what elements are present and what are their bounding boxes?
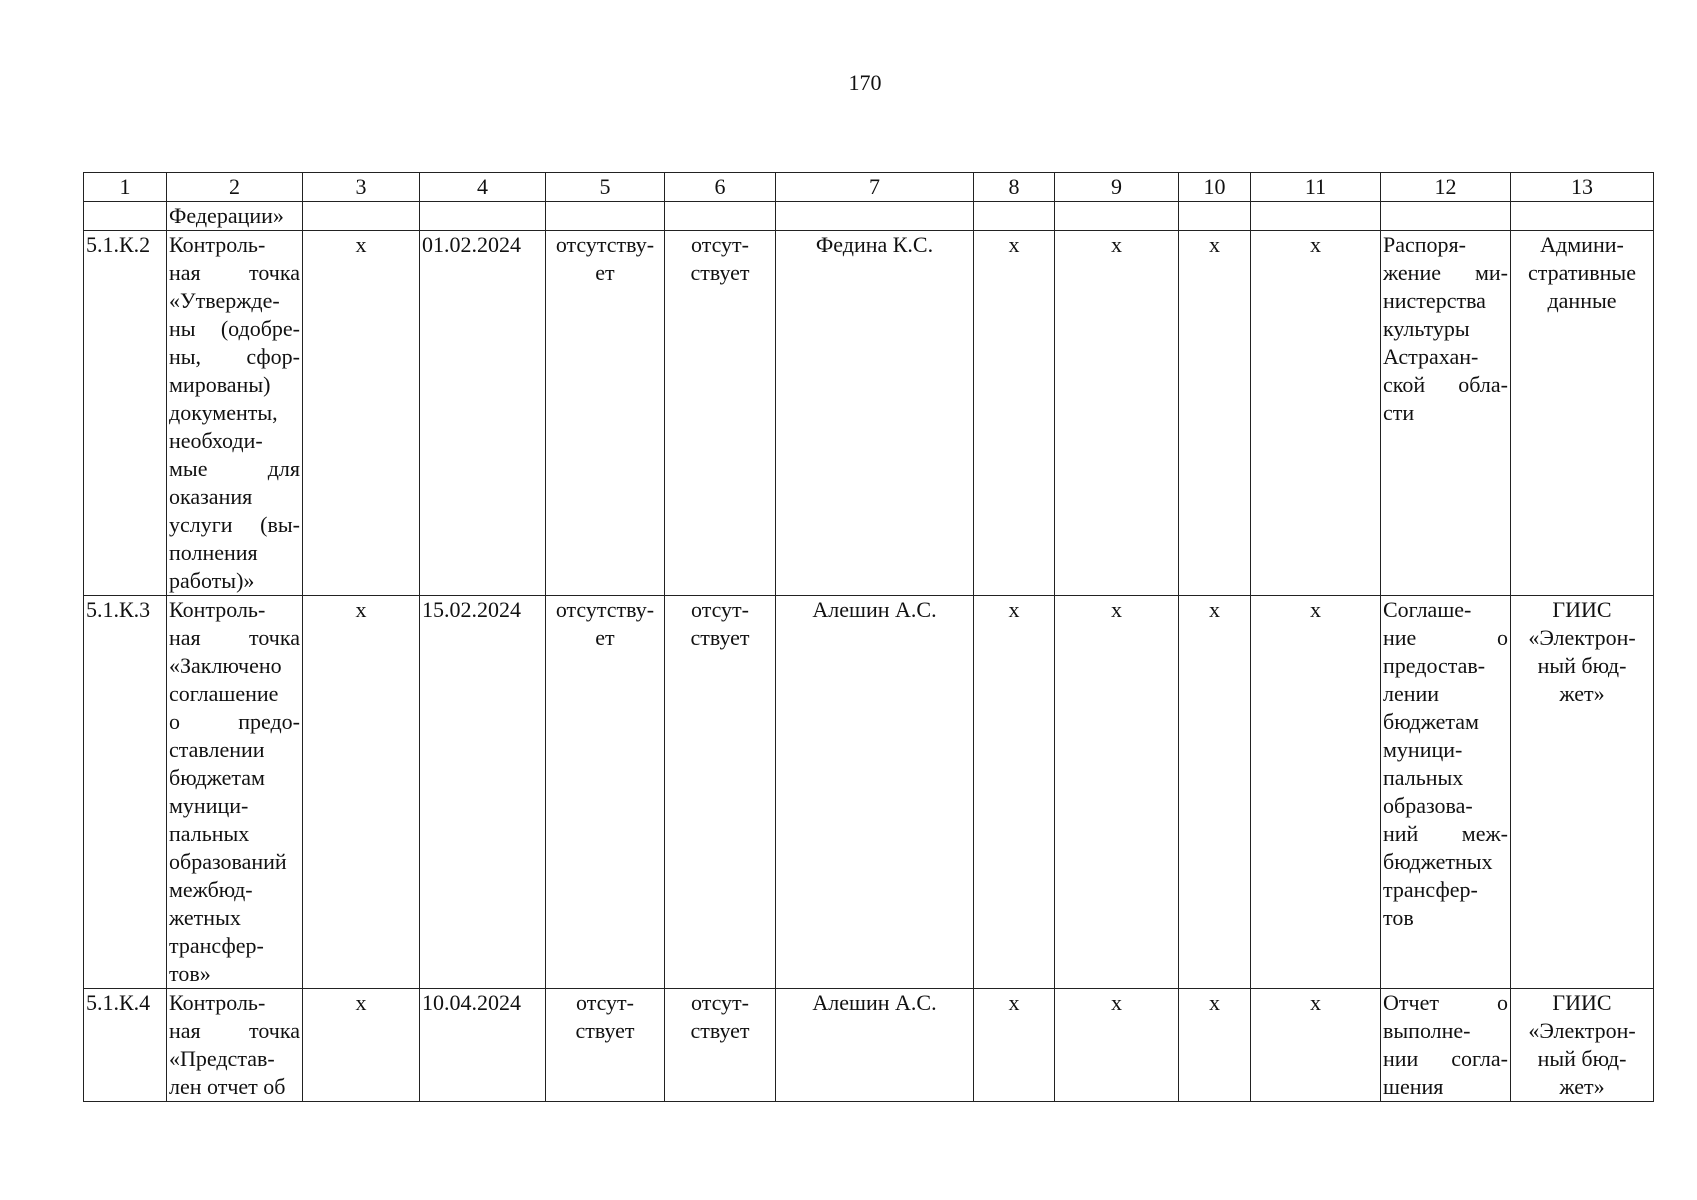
c6-line: ствует [690, 260, 750, 285]
name-line: ны (одобре- [169, 316, 300, 341]
value-x: х [355, 597, 367, 622]
cell-c10 [1179, 596, 1251, 989]
value-x: х [1008, 597, 1020, 622]
name-line: работы)» [169, 568, 255, 593]
column-header: 4 [420, 173, 546, 202]
document-line: выполне- [1383, 1018, 1471, 1043]
column-header: 2 [167, 173, 303, 202]
value-x: х [1310, 232, 1321, 257]
cell-date [420, 989, 546, 1102]
name-line: лен отчет об [169, 1074, 286, 1099]
cell-c3 [303, 989, 420, 1102]
cell [1381, 202, 1511, 231]
cell [1251, 202, 1381, 231]
cell-c6 [665, 596, 776, 989]
cell [420, 202, 546, 231]
name-line: мированы) [169, 372, 271, 397]
name-line: мые для [169, 456, 300, 481]
cell-id [84, 231, 167, 596]
value-x: х [1111, 597, 1122, 622]
source-line: жет» [1559, 681, 1605, 706]
column-header: 1 [84, 173, 167, 202]
cell [974, 202, 1055, 231]
cell-document [1381, 231, 1511, 596]
source-line: ГИИС [1552, 597, 1612, 622]
document-line: лении [1383, 681, 1440, 706]
cell-c6 [665, 231, 776, 596]
cell-c11 [1251, 596, 1381, 989]
name-line: ная точка [169, 260, 300, 285]
name-line: тов» [169, 961, 211, 986]
cell [776, 202, 974, 231]
value-x: х [355, 232, 367, 257]
table-row [84, 989, 1654, 1102]
document-line: пальных [1383, 765, 1464, 790]
cell-c8 [974, 231, 1055, 596]
cell-c9 [1055, 596, 1179, 989]
c5-line: отсут- [575, 990, 634, 1015]
cell-document [1381, 989, 1511, 1102]
name-line: ная точка [169, 1018, 300, 1043]
document-line: ний меж- [1383, 821, 1508, 846]
cell-name [167, 989, 303, 1102]
name-line: муници- [169, 793, 249, 818]
name-line: Контроль- [169, 990, 266, 1015]
value-x: х [1008, 990, 1020, 1015]
name-line: оказания [169, 484, 253, 509]
source-line: жет» [1559, 1074, 1605, 1099]
name-line: необходи- [169, 428, 263, 453]
column-header: 9 [1055, 173, 1179, 202]
source-line: данные [1547, 288, 1617, 313]
name-line: ная точка [169, 625, 300, 650]
responsible-name: Алешин А.С. [812, 990, 937, 1015]
value-x: х [1310, 597, 1321, 622]
document-line: бюджетных [1383, 849, 1493, 874]
document-line: бюджетам [1383, 709, 1479, 734]
document-line: образова- [1383, 793, 1473, 818]
cell [665, 202, 776, 231]
cell [303, 202, 420, 231]
name-line: образований [169, 849, 287, 874]
c6-line: отсут- [690, 597, 749, 622]
name-line: Контроль- [169, 232, 266, 257]
date-value: 10.04.2024 [422, 990, 521, 1015]
cell-c5 [546, 596, 665, 989]
document-line: тов [1383, 905, 1414, 930]
cell-responsible [776, 231, 974, 596]
value-x: х [1209, 990, 1220, 1015]
column-header: 8 [974, 173, 1055, 202]
document-line: Астрахан- [1383, 344, 1479, 369]
cell-document [1381, 596, 1511, 989]
document-line: Соглаше- [1383, 597, 1472, 622]
cell-source [1511, 231, 1654, 596]
responsible-name: Федина К.С. [815, 232, 934, 257]
c6-line: ствует [690, 625, 750, 650]
date-value: 01.02.2024 [422, 232, 521, 257]
cell-c11 [1251, 989, 1381, 1102]
c6-line: отсут- [690, 990, 749, 1015]
document-line: ской обла- [1383, 372, 1508, 397]
cell-id [84, 596, 167, 989]
value-x: х [1209, 597, 1220, 622]
cell-name [167, 231, 303, 596]
document-line: нистерства [1383, 288, 1486, 313]
document-line: Распоря- [1383, 232, 1466, 257]
cell-c10 [1179, 989, 1251, 1102]
table-row [84, 231, 1654, 596]
name-line: документы, [169, 400, 278, 425]
name-line: полнения [169, 540, 258, 565]
name-line: услуги (вы- [169, 512, 300, 537]
name-line: о предо- [169, 709, 300, 734]
source-line: «Электрон- [1528, 1018, 1636, 1043]
cell-c9 [1055, 989, 1179, 1102]
table-row [84, 596, 1654, 989]
row-id: 5.1.К.3 [86, 597, 151, 622]
value-x: х [1008, 232, 1020, 257]
cell-date [420, 596, 546, 989]
value-x: х [1111, 990, 1122, 1015]
cell-responsible [776, 989, 974, 1102]
cell-c3 [303, 596, 420, 989]
document-line: муници- [1383, 737, 1463, 762]
document-line: нии согла- [1383, 1046, 1508, 1071]
column-header: 12 [1381, 173, 1511, 202]
column-header: 10 [1179, 173, 1251, 202]
cell-responsible [776, 596, 974, 989]
name-line: соглашение [169, 681, 279, 706]
c5-line: отсутству- [555, 232, 655, 257]
name-line: трансфер- [169, 933, 264, 958]
row-id: 5.1.К.2 [86, 232, 151, 257]
name-line: ны, сфор- [169, 344, 300, 369]
page-number: 170 [848, 70, 882, 95]
c5-line: ет [595, 260, 615, 285]
name-line: «Утвержде- [169, 288, 280, 313]
cell-date [420, 231, 546, 596]
source-line: «Электрон- [1528, 625, 1636, 650]
document-line: предостав- [1383, 653, 1486, 678]
cell [546, 202, 665, 231]
column-header: 6 [665, 173, 776, 202]
column-number-row [84, 173, 1654, 202]
date-value: 15.02.2024 [422, 597, 521, 622]
name-line: Федерации» [169, 203, 284, 228]
continuation-row [84, 202, 1654, 231]
c6-line: ствует [690, 1018, 750, 1043]
c6-line: отсут- [690, 232, 749, 257]
source-line: ный бюд- [1537, 1046, 1627, 1071]
cell [1511, 202, 1654, 231]
cell-c11 [1251, 231, 1381, 596]
value-x: х [1310, 990, 1321, 1015]
source-line: ГИИС [1552, 990, 1612, 1015]
cell [1179, 202, 1251, 231]
document-line: культуры [1383, 316, 1470, 341]
c5-line: отсутству- [555, 597, 655, 622]
cell-source [1511, 989, 1654, 1102]
source-line: ный бюд- [1537, 653, 1627, 678]
document-line: ние о [1383, 625, 1508, 650]
name-line: «Заключено [169, 653, 282, 678]
control-points-table [83, 172, 1654, 1102]
cell [1055, 202, 1179, 231]
cell-source [1511, 596, 1654, 989]
c5-line: ет [595, 625, 615, 650]
document-line: шения [1383, 1074, 1444, 1099]
name-line: ставлении [169, 737, 265, 762]
column-header: 3 [303, 173, 420, 202]
cell [84, 202, 167, 231]
cell-c9 [1055, 231, 1179, 596]
name-line: межбюд- [169, 877, 253, 902]
cell-c3 [303, 231, 420, 596]
name-line: пальных [169, 821, 250, 846]
value-x: х [1111, 232, 1122, 257]
cell-id [84, 989, 167, 1102]
document-line: Отчет о [1383, 990, 1508, 1015]
source-line: стративные [1528, 260, 1636, 285]
column-header: 13 [1511, 173, 1654, 202]
c5-line: ствует [575, 1018, 635, 1043]
column-header: 7 [776, 173, 974, 202]
value-x: х [355, 990, 367, 1015]
cell-c8 [974, 989, 1055, 1102]
cell-c5 [546, 989, 665, 1102]
document-line: трансфер- [1383, 877, 1478, 902]
name-line: Контроль- [169, 597, 266, 622]
cell-name [167, 202, 303, 231]
document-line: сти [1383, 400, 1415, 425]
name-line: бюджетам [169, 765, 265, 790]
cell-c5 [546, 231, 665, 596]
cell-c10 [1179, 231, 1251, 596]
source-line: Админи- [1540, 232, 1624, 257]
name-line: жетных [169, 905, 241, 930]
responsible-name: Алешин А.С. [812, 597, 937, 622]
rows-body [84, 231, 1654, 1102]
row-id: 5.1.К.4 [86, 990, 151, 1015]
document-line: жение ми- [1383, 260, 1508, 285]
cell-name [167, 596, 303, 989]
column-header: 5 [546, 173, 665, 202]
name-line: «Представ- [169, 1046, 275, 1071]
column-header: 11 [1251, 173, 1381, 202]
cell-c6 [665, 989, 776, 1102]
value-x: х [1209, 232, 1220, 257]
cell-c8 [974, 596, 1055, 989]
